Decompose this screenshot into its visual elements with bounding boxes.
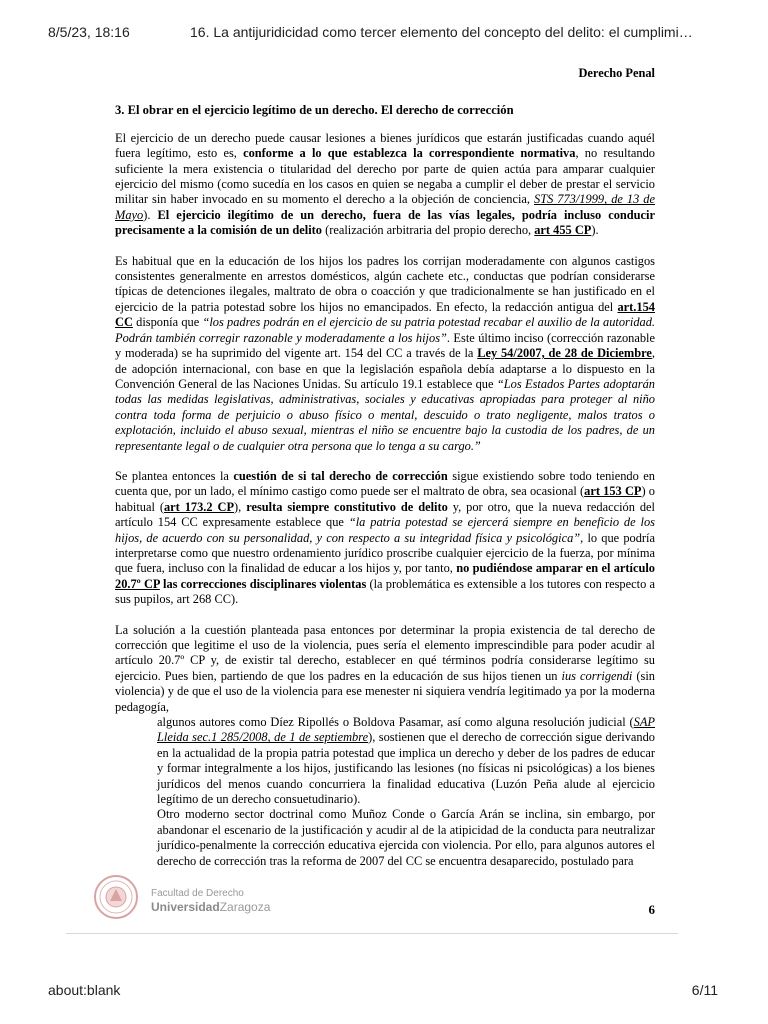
section-title: 3. El obrar en el ejercicio legítimo de un derecho. El derecho de corrección (115, 103, 514, 118)
paragraph-5: algunos autores como Díez Ripollés o Boldova Pasamar, así como alguna resolución judicial (SAP Lleida sec.1 285/2008, de 1 de septiembre), sostienen que el derecho de corrección sigue derivando en la actualidad de la propia patria potestad que implica un derecho y deber de los padres de educar y formar integralmente a los hijos, justificando las lesiones (no físicas ni psicológicas) a los bienes jurídicos del menos cuando concurriera la finalidad educativa (Luzón Peña alude al ejercicio legítimo de un derecho consuetudinario). (157, 715, 655, 807)
page-divider (66, 933, 678, 934)
link-art-173-2-cp[interactable]: art 173.2 CP (163, 499, 235, 514)
logo-university-word: Universidad (151, 900, 220, 914)
link-sap-lleida[interactable]: SAP Lleida sec.1 285/2008, de 1 de septiembre (157, 715, 655, 745)
print-page-indicator: 6/11 (691, 982, 718, 998)
paragraph-2: Es habitual que en la educación de los hijos los padres los corrijan moderadamente con algunos castigos consistentes generalmente en arrestos domésticos, algún cachete etc., conductas que podrían considerarse típicas de detenciones ilegales, maltrato de obra o coacción y que tradicionalmente se han justificado en el ejercicio de la patria potestad sobre los hijos no emancipados. En efecto, la redacción antigua del art.154 CC disponía que “los padres podrán en el ejercicio de su patria potestad recabar el auxilio de la autoridad. Podrán también corregir razonable y moderadamente a los hijos”. Este último inciso (corrección razonable y moderada) se ha suprimido del vigente art. 154 del CC a través de la Ley 54/2007, de 28 de Diciembre, de adopción internacional, con base en que la legislación española debía adaptarse a lo dispuesto en la Convención General de las Naciones Unidas. Su artículo 19.1 establece que “Los Estados Partes adoptarán todas las medidas legislativas, administrativas, sociales y educativas apropiadas para proteger al niño contra toda forma de perjuicio o abuso físico o mental, descuido o trato negligente, malos tratos o explotación, incluido el abuso sexual, mientras el niño se encuentre bajo la custodia de los padres, de un representante legal o de cualquier otra persona que lo tenga a su cargo.” (115, 253, 655, 453)
print-url: about:blank (48, 982, 121, 998)
print-datetime: 8/5/23, 18:16 (48, 24, 130, 40)
link-art-455-cp[interactable]: art 455 CP (534, 223, 592, 238)
logo-city-word: Zaragoza (219, 900, 271, 914)
paragraph-4: La solución a la cuestión planteada pasa entonces por determinar la propia existencia de tal derecho de corrección que legitime el uso de la violencia, pues sería el elemento imprescindible para poder acudir al artículo 20.7º CP y, de existir tal derecho, establecer en qué términos podría considerarse legítimo su ejercicio. Pues bien, partiendo de que los padres en la educación de sus hijos tienen un ius corrigendi (sin violencia) y de que el uso de la violencia para ese menester ni siquiera vendría legitimado ya por la moderna pedagogía, (115, 622, 655, 714)
logo-faculty-name: Facultad de Derecho (151, 888, 244, 899)
paragraph-3: Se plantea entonces la cuestión de si tal derecho de corrección sigue existiendo sobre todo teniendo en cuenta que, por un lado, el mínimo castigo como puede ser el maltrato de obra, sea ocasional (art 153 CP) o habitual (art 173.2 CP), resulta siempre constitutivo de delito y, por otro, que la nueva redacción del artículo 154 CC expresamente establece que “la patria potestad se ejercerá siempre en beneficio de los hijos, de acuerdo con su personalidad, y con respecto a su integridad física y psicológica”, lo que podría interpretarse como que nuestro ordenamiento jurídico proscribe cualquier ejercicio de la fuerza, por mínima que fuera, incluso con la finalidad de educar a los hijos y, por tanto, no pudiéndose amparar en el artículo 20.7º CP las correcciones disciplinares violentas (la problemática es extensible a los tutores con respecto a sus pupilos, art 268 CC). (115, 468, 655, 607)
link-art-153-cp[interactable]: art 153 CP (584, 484, 642, 499)
link-art-154-cc[interactable]: art.154 CC (115, 299, 655, 330)
print-page-title: 16. La antijuridicidad como tercer elemento del concepto del delito: el cumplimi… (190, 24, 693, 40)
university-seal-icon (93, 874, 139, 920)
link-art-20-7-cp[interactable]: 20.7º CP (115, 576, 160, 591)
paragraph-1: El ejercicio de un derecho puede causar lesiones a bienes jurídicos que estarán justificadas cuando aquél fuera legítimo, esto es, conforme a lo que establezca la correspondiente normativa, no resultando suficiente la mera existencia o titularidad del derecho por parte de quien actúa para amparar cualquier ejercicio del mismo (como sucedía en los casos en quien se negaba a cumplir el deber de prestar el servicio militar sin haber invocado en su momento el derecho a la objeción de conciencia, STS 773/1999, de 13 de Mayo). El ejercicio ilegítimo de un derecho, fuera de las vías legales, podría incluso conducir precisamente a la comisión de un delito (realización arbitraria del propio derecho, art 455 CP). (115, 130, 656, 238)
document-page (115, 66, 655, 869)
link-ley-54-2007[interactable]: Ley 54/2007, de 28 de Diciembre (477, 346, 652, 361)
university-logo (93, 874, 293, 920)
paragraph-6: Otro moderno sector doctrinal como Muñoz Conde o García Arán se inclina, sin embargo, por abandonar el escenario de la justificación y acudir al de la atipicidad de la conducta para neutralizar jurídico-penalmente la corrección educativa ejercida con violencia. Por ello, para algunos autores el derecho de corrección tras la reforma de 2007 del CC se encuentra desaparecido, postulado para (157, 807, 655, 868)
link-sts-773-1999[interactable]: STS 773/1999, de 13 de Mayo (115, 192, 655, 222)
document-page-number: 6 (648, 902, 655, 917)
document-subject: Derecho Penal (578, 66, 655, 80)
